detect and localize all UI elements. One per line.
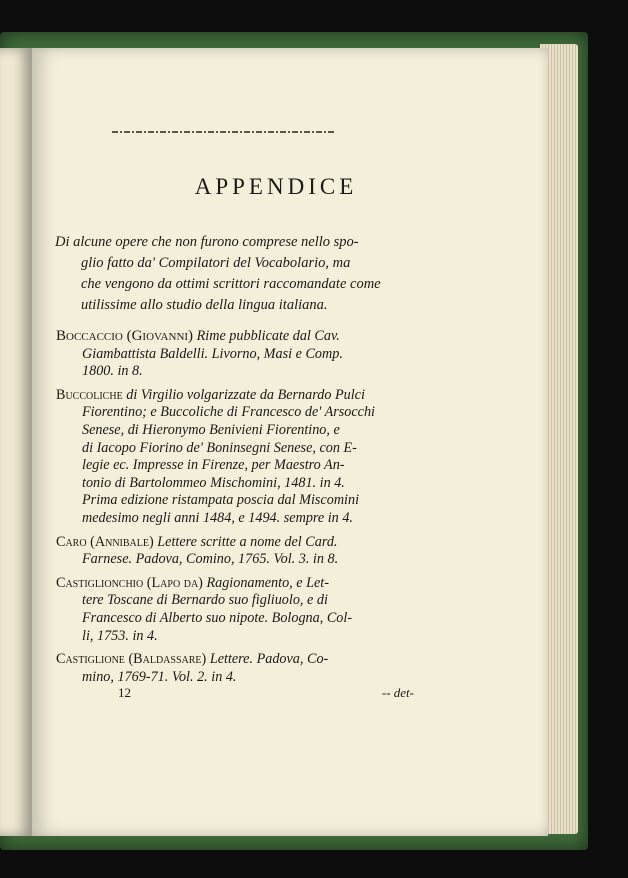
left-page-edge <box>0 48 32 836</box>
page-number: 12 <box>118 685 131 700</box>
bibliography-entry <box>56 651 402 686</box>
entry-line: di Iacopo Fiorino de' Boninsegni Senese, con E- <box>82 439 357 456</box>
bibliography-list <box>56 328 402 692</box>
entry-line: tere Toscane di Bernardo suo figliuolo, e di <box>82 592 328 609</box>
entry-line: Lettere scritte a nome del Card. <box>157 533 338 550</box>
entry-line: Farnese. Padova, Comino, 1765. Vol. 3. in 8. <box>82 551 339 568</box>
entry-author: Boccaccio (Giovanni) <box>56 328 194 344</box>
entry-author: Castiglionchio (Lapo da) <box>56 574 203 591</box>
entry-author: Caro (Annibale) <box>56 533 154 550</box>
bibliography-entry <box>56 328 402 381</box>
header-ornament <box>112 129 336 135</box>
entry-line: Rime pubblicate dal Cav. <box>196 328 340 344</box>
bibliography-entry <box>56 387 402 528</box>
entry-line: Senese, di Hieronymo Benivieni Fiorentino, e <box>82 421 340 438</box>
entry-line: Lettere. Padova, Co- <box>209 651 329 668</box>
intro-line: che vengono da ottimi scrittori raccomandate come <box>81 276 381 292</box>
page-title: APPENDICE <box>194 174 358 199</box>
entry-line: Giambattista Baldelli. Livorno, Masi e Comp. <box>82 345 343 362</box>
entry-line: mino, 1769-71. Vol. 2. in 4. <box>82 668 237 685</box>
intro-line: glio fatto da' Compilatori del Vocabolario, ma <box>81 255 351 271</box>
entry-line: di Virgilio volgarizzate da Bernardo Pulci <box>126 386 365 403</box>
intro-paragraph <box>55 232 415 316</box>
intro-line: Di alcune opere che non furono comprese nello spo- <box>55 234 359 250</box>
bibliography-entry <box>56 534 402 569</box>
bibliography-entry <box>56 575 402 645</box>
intro-line: utilissime allo studio della lingua italiana. <box>81 297 328 313</box>
entry-line: Francesco di Alberto suo nipote. Bologna, Col- <box>82 609 353 626</box>
page-footer <box>118 685 414 701</box>
entry-line: Ragionamento, e Let- <box>206 574 329 591</box>
catchword: -- det- <box>381 685 414 700</box>
entry-line: legie ec. Impresse in Firenze, per Maestro An- <box>82 457 345 474</box>
entry-line: li, 1753. in 4. <box>82 627 158 644</box>
entry-line: 1800. in 8. <box>82 363 143 380</box>
book-page <box>32 48 548 836</box>
entry-line: tonio di Bartolommeo Mischomini, 1481. in 4. <box>82 474 345 491</box>
entry-line: medesimo negli anni 1484, e 1494. sempre in 4. <box>82 509 353 526</box>
entry-line: Fiorentino; e Buccoliche di Francesco de' Arsocchi <box>82 404 375 421</box>
entry-line: Prima edizione ristampata poscia dal Miscomini <box>82 492 360 509</box>
entry-author: Buccoliche <box>56 386 123 403</box>
entry-author: Castiglione (Baldassare) <box>56 651 207 668</box>
